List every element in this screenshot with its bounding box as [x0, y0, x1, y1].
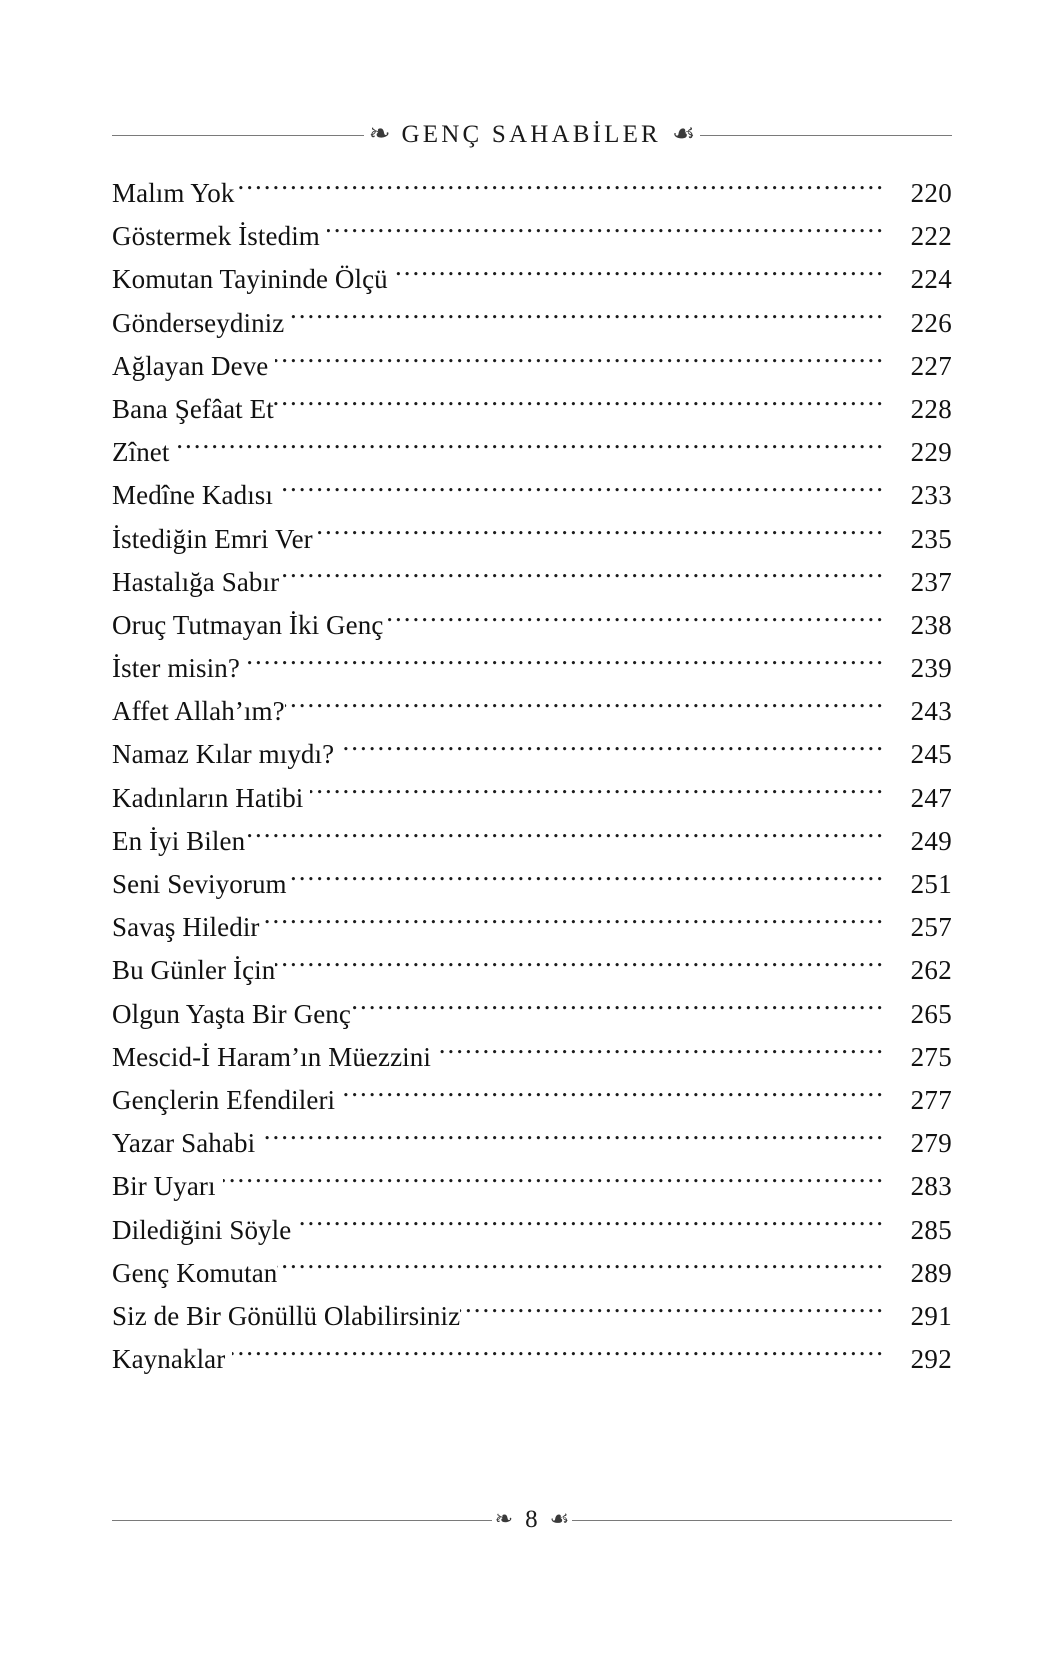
toc-entry-title: İstediğin Emri Ver	[112, 523, 313, 554]
toc-entry-page-number: 227	[910, 350, 952, 381]
toc-entry-title: Savaş Hiledir	[112, 912, 260, 943]
dot-leader	[287, 866, 885, 893]
toc-entry-title: Yazar Sahabi	[112, 1128, 256, 1159]
toc-entry-page-number: 239	[910, 653, 952, 684]
dot-leader	[245, 823, 885, 850]
dot-leader	[310, 780, 885, 807]
footer-ornament-left-icon: ❧	[494, 1506, 514, 1531]
toc-entry-title: Mescid-İ Haram’ın Müezzini	[112, 1041, 431, 1072]
toc-entry-title: Medîne Kadısı	[112, 480, 274, 511]
toc-entry[interactable]	[112, 993, 952, 1036]
toc-entry[interactable]	[112, 215, 952, 258]
toc-entry-page-number: 262	[910, 955, 952, 986]
toc-entry[interactable]	[112, 302, 952, 345]
toc-entry[interactable]	[112, 777, 952, 820]
dot-leader	[274, 391, 885, 418]
toc-entry[interactable]	[112, 172, 952, 215]
toc-entry[interactable]	[112, 647, 952, 690]
toc-entry-page-number: 235	[910, 523, 952, 554]
toc-entry-title: Bir Uyarı	[112, 1171, 216, 1202]
dot-leader	[275, 348, 885, 375]
footer-rule-right	[572, 1520, 952, 1521]
toc-entry[interactable]	[112, 1338, 952, 1381]
toc-entry[interactable]	[112, 1252, 952, 1295]
toc-entry-page-number: 229	[910, 437, 952, 468]
toc-entry-title: Siz de Bir Gönüllü Olabilirsiniz	[112, 1300, 461, 1331]
toc-entry[interactable]	[112, 258, 952, 301]
dot-leader	[351, 996, 885, 1023]
toc-entry-title: Bu Günler İçin	[112, 955, 276, 986]
dot-leader	[313, 521, 885, 548]
toc-entry[interactable]	[112, 345, 952, 388]
toc-entry-title: Bana Şefâat Et	[112, 393, 274, 424]
toc-entry-page-number: 265	[910, 998, 952, 1029]
dot-leader	[260, 909, 885, 936]
ornament-right-icon: ☙	[671, 119, 696, 148]
toc-entry[interactable]	[112, 1209, 952, 1252]
toc-entry-title: Zînet	[112, 437, 170, 468]
toc-entry-page-number: 228	[910, 393, 952, 424]
toc-entry[interactable]	[112, 690, 952, 733]
dot-leader	[342, 1082, 885, 1109]
dot-leader	[298, 1212, 885, 1239]
toc-entry-title: Oruç Tutmayan İki Genç	[112, 609, 384, 640]
toc-entry-title: Ağlayan Deve	[112, 350, 269, 381]
header-rule-left	[112, 135, 364, 136]
toc-entry-page-number: 277	[910, 1084, 952, 1115]
footer-ornament-right-icon: ☙	[549, 1506, 570, 1531]
toc-entry-page-number: 292	[910, 1344, 952, 1375]
dot-leader	[232, 1341, 885, 1368]
toc-entry-title: Genç Komutan	[112, 1257, 278, 1288]
table-of-contents	[112, 172, 952, 1381]
toc-entry-page-number: 285	[910, 1214, 952, 1245]
toc-entry-title: Olgun Yaşta Bir Genç	[112, 998, 351, 1029]
toc-entry-page-number: 220	[910, 178, 952, 208]
toc-entry-title: Gençlerin Efendileri	[112, 1084, 336, 1115]
toc-entry-page-number: 238	[910, 609, 952, 640]
toc-entry-title: Gönderseydiniz	[112, 307, 285, 338]
toc-entry[interactable]	[112, 561, 952, 604]
dot-leader	[277, 1255, 885, 1282]
footer-rule-left	[112, 1520, 492, 1521]
ornament-left-icon: ❧	[368, 119, 391, 148]
toc-entry-page-number: 279	[910, 1128, 952, 1159]
toc-entry-page-number: 224	[910, 264, 952, 295]
dot-leader	[395, 261, 885, 288]
page-footer	[112, 1500, 952, 1540]
dot-leader	[247, 650, 885, 677]
toc-entry-title: Namaz Kılar mıydı?	[112, 739, 335, 770]
dot-leader	[262, 1125, 885, 1152]
toc-entry[interactable]	[112, 604, 952, 647]
toc-entry[interactable]	[112, 388, 952, 431]
toc-entry-title: İster misin?	[112, 653, 240, 684]
dot-leader	[176, 434, 885, 461]
toc-entry-page-number: 283	[910, 1171, 952, 1202]
dot-leader	[383, 607, 885, 634]
toc-entry[interactable]	[112, 820, 952, 863]
toc-entry-page-number: 291	[910, 1300, 952, 1331]
toc-entry[interactable]	[112, 906, 952, 949]
toc-entry-page-number: 247	[910, 782, 952, 813]
toc-entry-title: En İyi Bilen	[112, 825, 246, 856]
toc-entry-title: Dilediğini Söyle	[112, 1214, 292, 1245]
toc-entry-page-number: 257	[910, 912, 952, 943]
dot-leader	[460, 1298, 885, 1325]
dot-leader	[280, 477, 885, 504]
toc-entry[interactable]	[112, 1036, 952, 1079]
toc-entry-title: Seni Seviyorum	[112, 869, 287, 899]
running-head	[112, 113, 952, 157]
dot-leader	[341, 736, 885, 763]
toc-entry-page-number: 249	[910, 825, 952, 856]
page-number: 8	[525, 1506, 538, 1533]
dot-leader	[234, 175, 885, 202]
page-title: GENÇ SAHABİLER	[401, 121, 661, 148]
toc-entry-page-number: 233	[910, 480, 952, 511]
toc-entry[interactable]	[112, 733, 952, 776]
toc-entry[interactable]	[112, 1295, 952, 1338]
toc-entry-page-number: 275	[910, 1041, 952, 1072]
toc-entry-page-number: 251	[910, 869, 952, 899]
toc-entry-title: Kaynaklar	[112, 1344, 226, 1375]
toc-entry-title: Göstermek İstedim	[112, 221, 320, 252]
toc-entry-page-number: 289	[910, 1257, 952, 1288]
toc-entry-title: Hastalığa Sabır	[112, 566, 280, 597]
toc-entry[interactable]	[112, 1165, 952, 1208]
toc-entry[interactable]	[112, 518, 952, 561]
toc-entry-page-number: 245	[910, 739, 952, 770]
dot-leader	[223, 1168, 885, 1195]
toc-entry-title: Komutan Tayininde Ölçü	[112, 264, 388, 295]
toc-entry[interactable]	[112, 474, 952, 517]
toc-entry-title: Kadınların Hatibi	[112, 782, 304, 813]
dot-leader	[291, 305, 885, 332]
toc-entry-page-number: 222	[910, 221, 952, 252]
dot-leader	[279, 564, 885, 591]
toc-entry-title: Malım Yok	[112, 178, 235, 208]
dot-leader	[285, 693, 885, 720]
toc-entry[interactable]	[112, 1079, 952, 1122]
toc-entry[interactable]	[112, 1122, 952, 1165]
toc-entry-page-number: 243	[910, 696, 952, 727]
dot-leader	[438, 1039, 885, 1066]
toc-entry-page-number: 226	[910, 307, 952, 338]
toc-entry[interactable]	[112, 863, 952, 906]
toc-entry[interactable]	[112, 949, 952, 992]
dot-leader	[275, 952, 885, 979]
toc-entry[interactable]	[112, 431, 952, 474]
header-rule-right	[700, 135, 952, 136]
dot-leader	[327, 218, 885, 245]
toc-entry-page-number: 237	[910, 566, 952, 597]
toc-entry-title: Affet Allah’ım?	[112, 696, 285, 727]
